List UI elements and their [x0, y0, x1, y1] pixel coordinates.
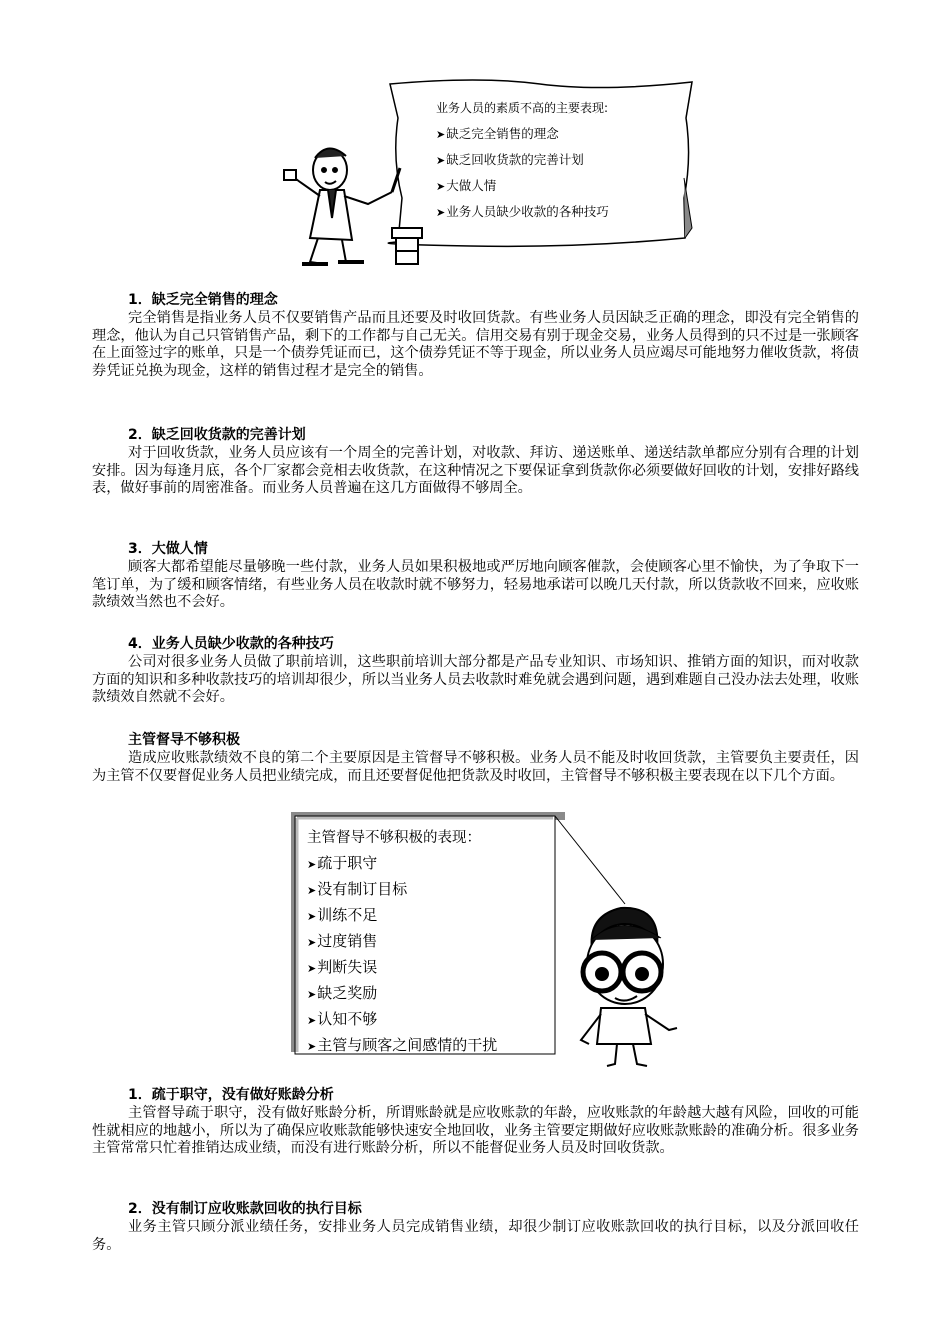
arrow-icon: ➤	[436, 128, 446, 141]
section-1	[92, 292, 859, 380]
section-heading: 主管督导不够积极	[128, 732, 240, 748]
section-body: 业务主管只顾分派业绩任务，安排业务人员完成销售业绩，却很少制订应收账款回收的执行目标，以及分派回收任务。	[92, 1219, 859, 1253]
section-b1	[92, 1087, 859, 1158]
supervisor-note	[307, 826, 547, 1059]
note-item: ➤判断失误	[307, 955, 547, 981]
section-supervisor	[92, 732, 859, 785]
speaker-note	[436, 96, 676, 225]
arrow-icon: ➤	[307, 1040, 317, 1053]
note-item: ➤训练不足	[307, 903, 547, 929]
note-item: ➤主管与顾客之间感情的干扰	[307, 1033, 547, 1059]
section-heading: 1．缺乏完全销售的理念	[128, 292, 278, 308]
note-item: ➤业务人员缺少收款的各种技巧	[436, 199, 676, 225]
arrow-icon: ➤	[307, 858, 317, 871]
note-item: ➤缺乏回收货款的完善计划	[436, 147, 676, 173]
section-heading: 1．疏于职守，没有做好账龄分析	[128, 1087, 334, 1103]
arrow-icon: ➤	[307, 884, 317, 897]
section-body: 主管督导疏于职守，没有做好账龄分析，所谓账龄就是应收账款的年龄，应收账款的年龄越大越有风险，回收的可能性就相应的地越小，所以为了确保应收账款能够快速安全地回收，业务主管要定期做好应收账款账龄的准确分析。很多业务主管常常只忙着推销达成业绩，而没有进行账龄分析，所以不能督促业务人员及时回收货款。	[92, 1105, 859, 1157]
section-heading: 3．大做人情	[128, 541, 208, 557]
section-body: 造成应收账款绩效不良的第二个主要原因是主管督导不够积极。业务人员不能及时收回货款，主管要负主要责任，因为主管不仅要督促业务人员把业绩完成，而且还要督促他把货款及时收回，主管督导不够积极主要表现在以下几个方面。	[92, 750, 859, 784]
note-item: ➤过度销售	[307, 929, 547, 955]
arrow-icon: ➤	[307, 910, 317, 923]
section-body: 公司对很多业务人员做了职前培训，这些职前培训大部分都是产品专业知识、市场知识、推销方面的知识，而对收款方面的知识和多种收款技巧的培训却很少，所以当业务人员去收款时难免就会遇到问题，遇到难题自己没办法去处理，收账款绩效自然就不会好。	[92, 654, 859, 706]
supervisor-illustration	[285, 808, 705, 1070]
section-heading: 2．缺乏回收货款的完善计划	[128, 427, 306, 443]
section-body: 顾客大都希望能尽量够晚一些付款，业务人员如果积极地或严厉地向顾客催款，会使顾客心里不愉快，为了争取下一笔订单，为了缓和顾客情绪，有些业务人员在收款时就不够努力，轻易地承诺可以晚几天付款，所以货款收不回来，应收账款绩效当然也不会好。	[92, 559, 859, 611]
arrow-icon: ➤	[436, 206, 446, 219]
arrow-icon: ➤	[307, 936, 317, 949]
speaker-illustration	[280, 78, 700, 273]
note-item: ➤缺乏完全销售的理念	[436, 121, 676, 147]
note-item: ➤缺乏奖励	[307, 981, 547, 1007]
arrow-icon: ➤	[436, 154, 446, 167]
section-body: 完全销售是指业务人员不仅要销售产品而且还要及时收回货款。有些业务人员因缺乏正确的理念，即没有完全销售的理念，他认为自己只管销售产品，剩下的工作都与自己无关。信用交易有别于现金交易，业务人员得到的只不过是一张顾客在上面签过字的账单，只是一个债券凭证而已，这个债券凭证不等于现金，所以业务人员应竭尽可能地努力催收货款，将债券凭证兑换为现金，这样的销售过程才是完全的销售。	[92, 310, 859, 379]
section-3	[92, 541, 859, 612]
arrow-icon: ➤	[307, 1014, 317, 1027]
note-title: 业务人员的素质不高的主要表现:	[436, 101, 609, 115]
note-title: 主管督导不够积极的表现：	[307, 830, 481, 846]
section-2	[92, 427, 859, 498]
section-4	[92, 636, 859, 707]
section-heading: 4．业务人员缺少收款的各种技巧	[128, 636, 334, 652]
arrow-icon: ➤	[307, 962, 317, 975]
section-b2	[92, 1201, 859, 1254]
section-body: 对于回收货款，业务人员应该有一个周全的完善计划，对收款、拜访、递送账单、递送结款单都应分别有合理的计划安排。因为每逢月底，各个厂家都会竞相去收货款，在这种情况之下要保证拿到货款你必须要做好回收的计划，安排好路线表，做好事前的周密准备。而业务人员普遍在这几方面做得不够周全。	[92, 445, 859, 497]
note-item: ➤没有制订目标	[307, 877, 547, 903]
note-item: ➤疏于职守	[307, 851, 547, 877]
arrow-icon: ➤	[436, 180, 446, 193]
arrow-icon: ➤	[307, 988, 317, 1001]
note-item: ➤大做人情	[436, 173, 676, 199]
section-heading: 2．没有制订应收账款回收的执行目标	[128, 1201, 362, 1217]
note-item: ➤认知不够	[307, 1007, 547, 1033]
